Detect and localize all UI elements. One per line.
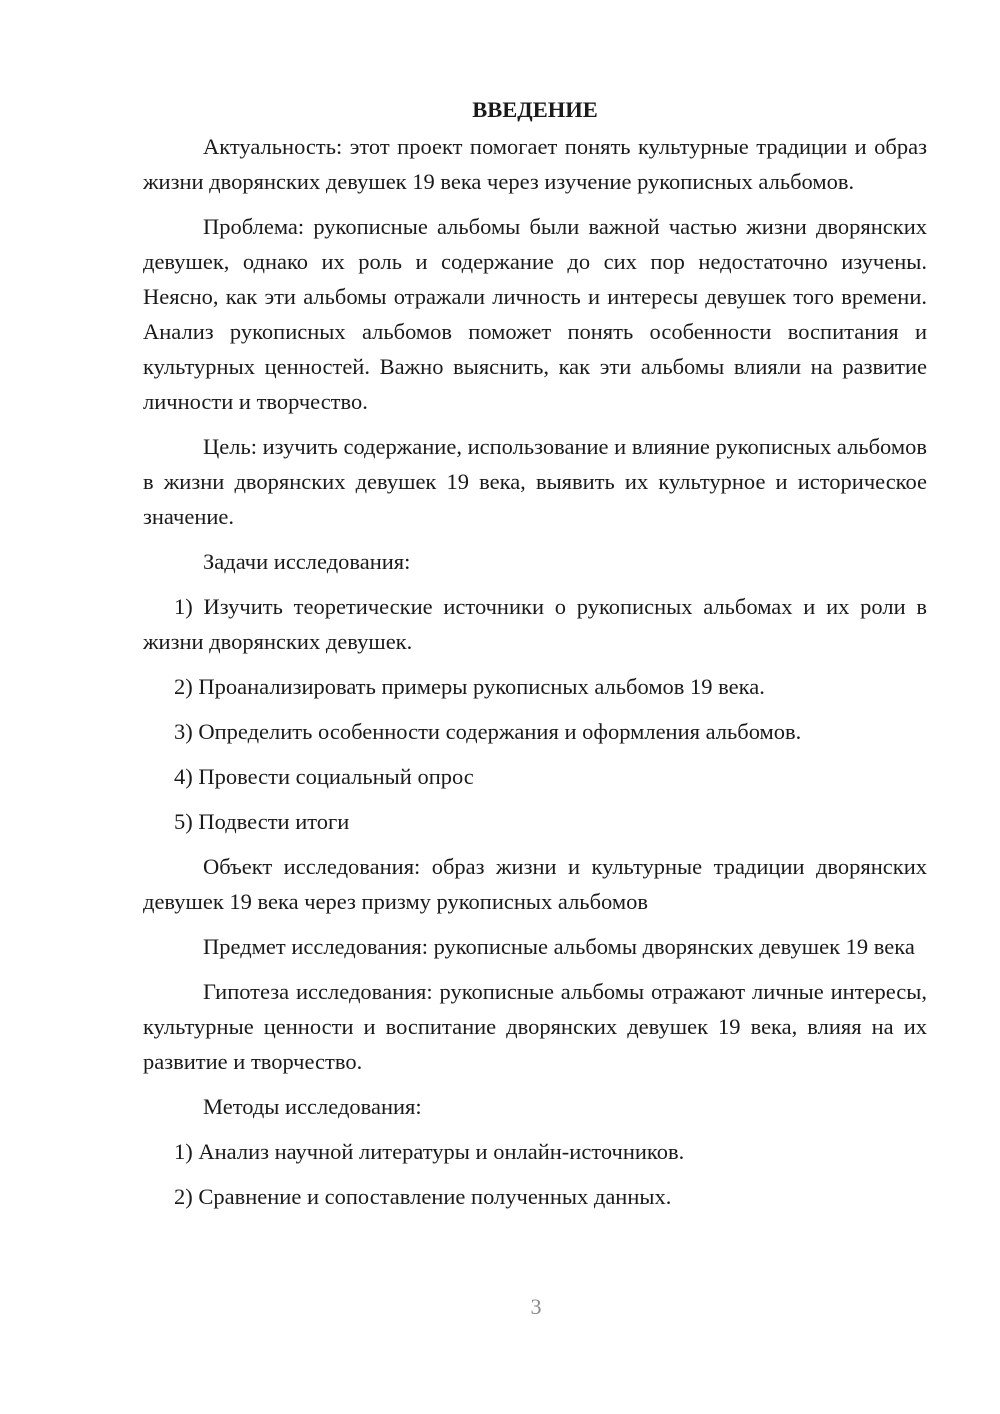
task-item: 1) Изучить теоретические источники о рукописных альбомах и их роли в жизни дворянских девушек. — [143, 594, 927, 654]
section-title: ВВЕДЕНИЕ — [472, 97, 598, 122]
method-item: 2) Сравнение и сопоставление полученных данных. — [174, 1184, 672, 1209]
object-paragraph: Объект исследования: образ жизни и культурные традиции дворянских девушек 19 века через призму рукописных альбомов — [143, 854, 927, 914]
goal-paragraph: Цель: изучить содержание, использование и влияние рукописных альбомов в жизни дворянских девушек 19 века, выявить их культурное и историческое значение. — [143, 434, 927, 529]
method-item: 1) Анализ научной литературы и онлайн-источников. — [174, 1139, 685, 1164]
task-item: 2) Проанализировать примеры рукописных альбомов 19 века. — [174, 674, 765, 699]
task-item: 3) Определить особенности содержания и оформления альбомов. — [174, 719, 802, 744]
task-item: 4) Провести социальный опрос — [174, 764, 474, 789]
methods-list — [143, 1134, 927, 1214]
task-item: 5) Подвести итоги — [174, 809, 350, 834]
problem-paragraph: Проблема: рукописные альбомы были важной частью жизни дворянских девушек, однако их роль и содержание до сих пор недостаточно изучены. Неясно, как эти альбомы отражали личность и интересы девушек того времени. Анализ рукописных альбомов поможет понять особенности воспитания и культурных ценностей. Важно выяснить, как эти альбомы влияли на развитие личности и творчество. — [143, 214, 927, 414]
page-body — [143, 92, 927, 1224]
tasks-list — [143, 589, 927, 839]
tasks-heading: Задачи исследования: — [203, 549, 411, 574]
hypothesis-paragraph: Гипотеза исследования: рукописные альбомы отражают личные интересы, культурные ценности и воспитание дворянских девушек 19 века, влияя на их развитие и творчество. — [143, 979, 927, 1074]
relevance-paragraph: Актуальность: этот проект помогает понять культурные традиции и образ жизни дворянских девушек 19 века через изучение рукописных альбомов. — [143, 134, 927, 194]
subject-paragraph: Предмет исследования: рукописные альбомы дворянских девушек 19 века — [203, 934, 915, 959]
page-number: 3 — [530, 1294, 542, 1319]
methods-heading: Методы исследования: — [203, 1094, 422, 1119]
